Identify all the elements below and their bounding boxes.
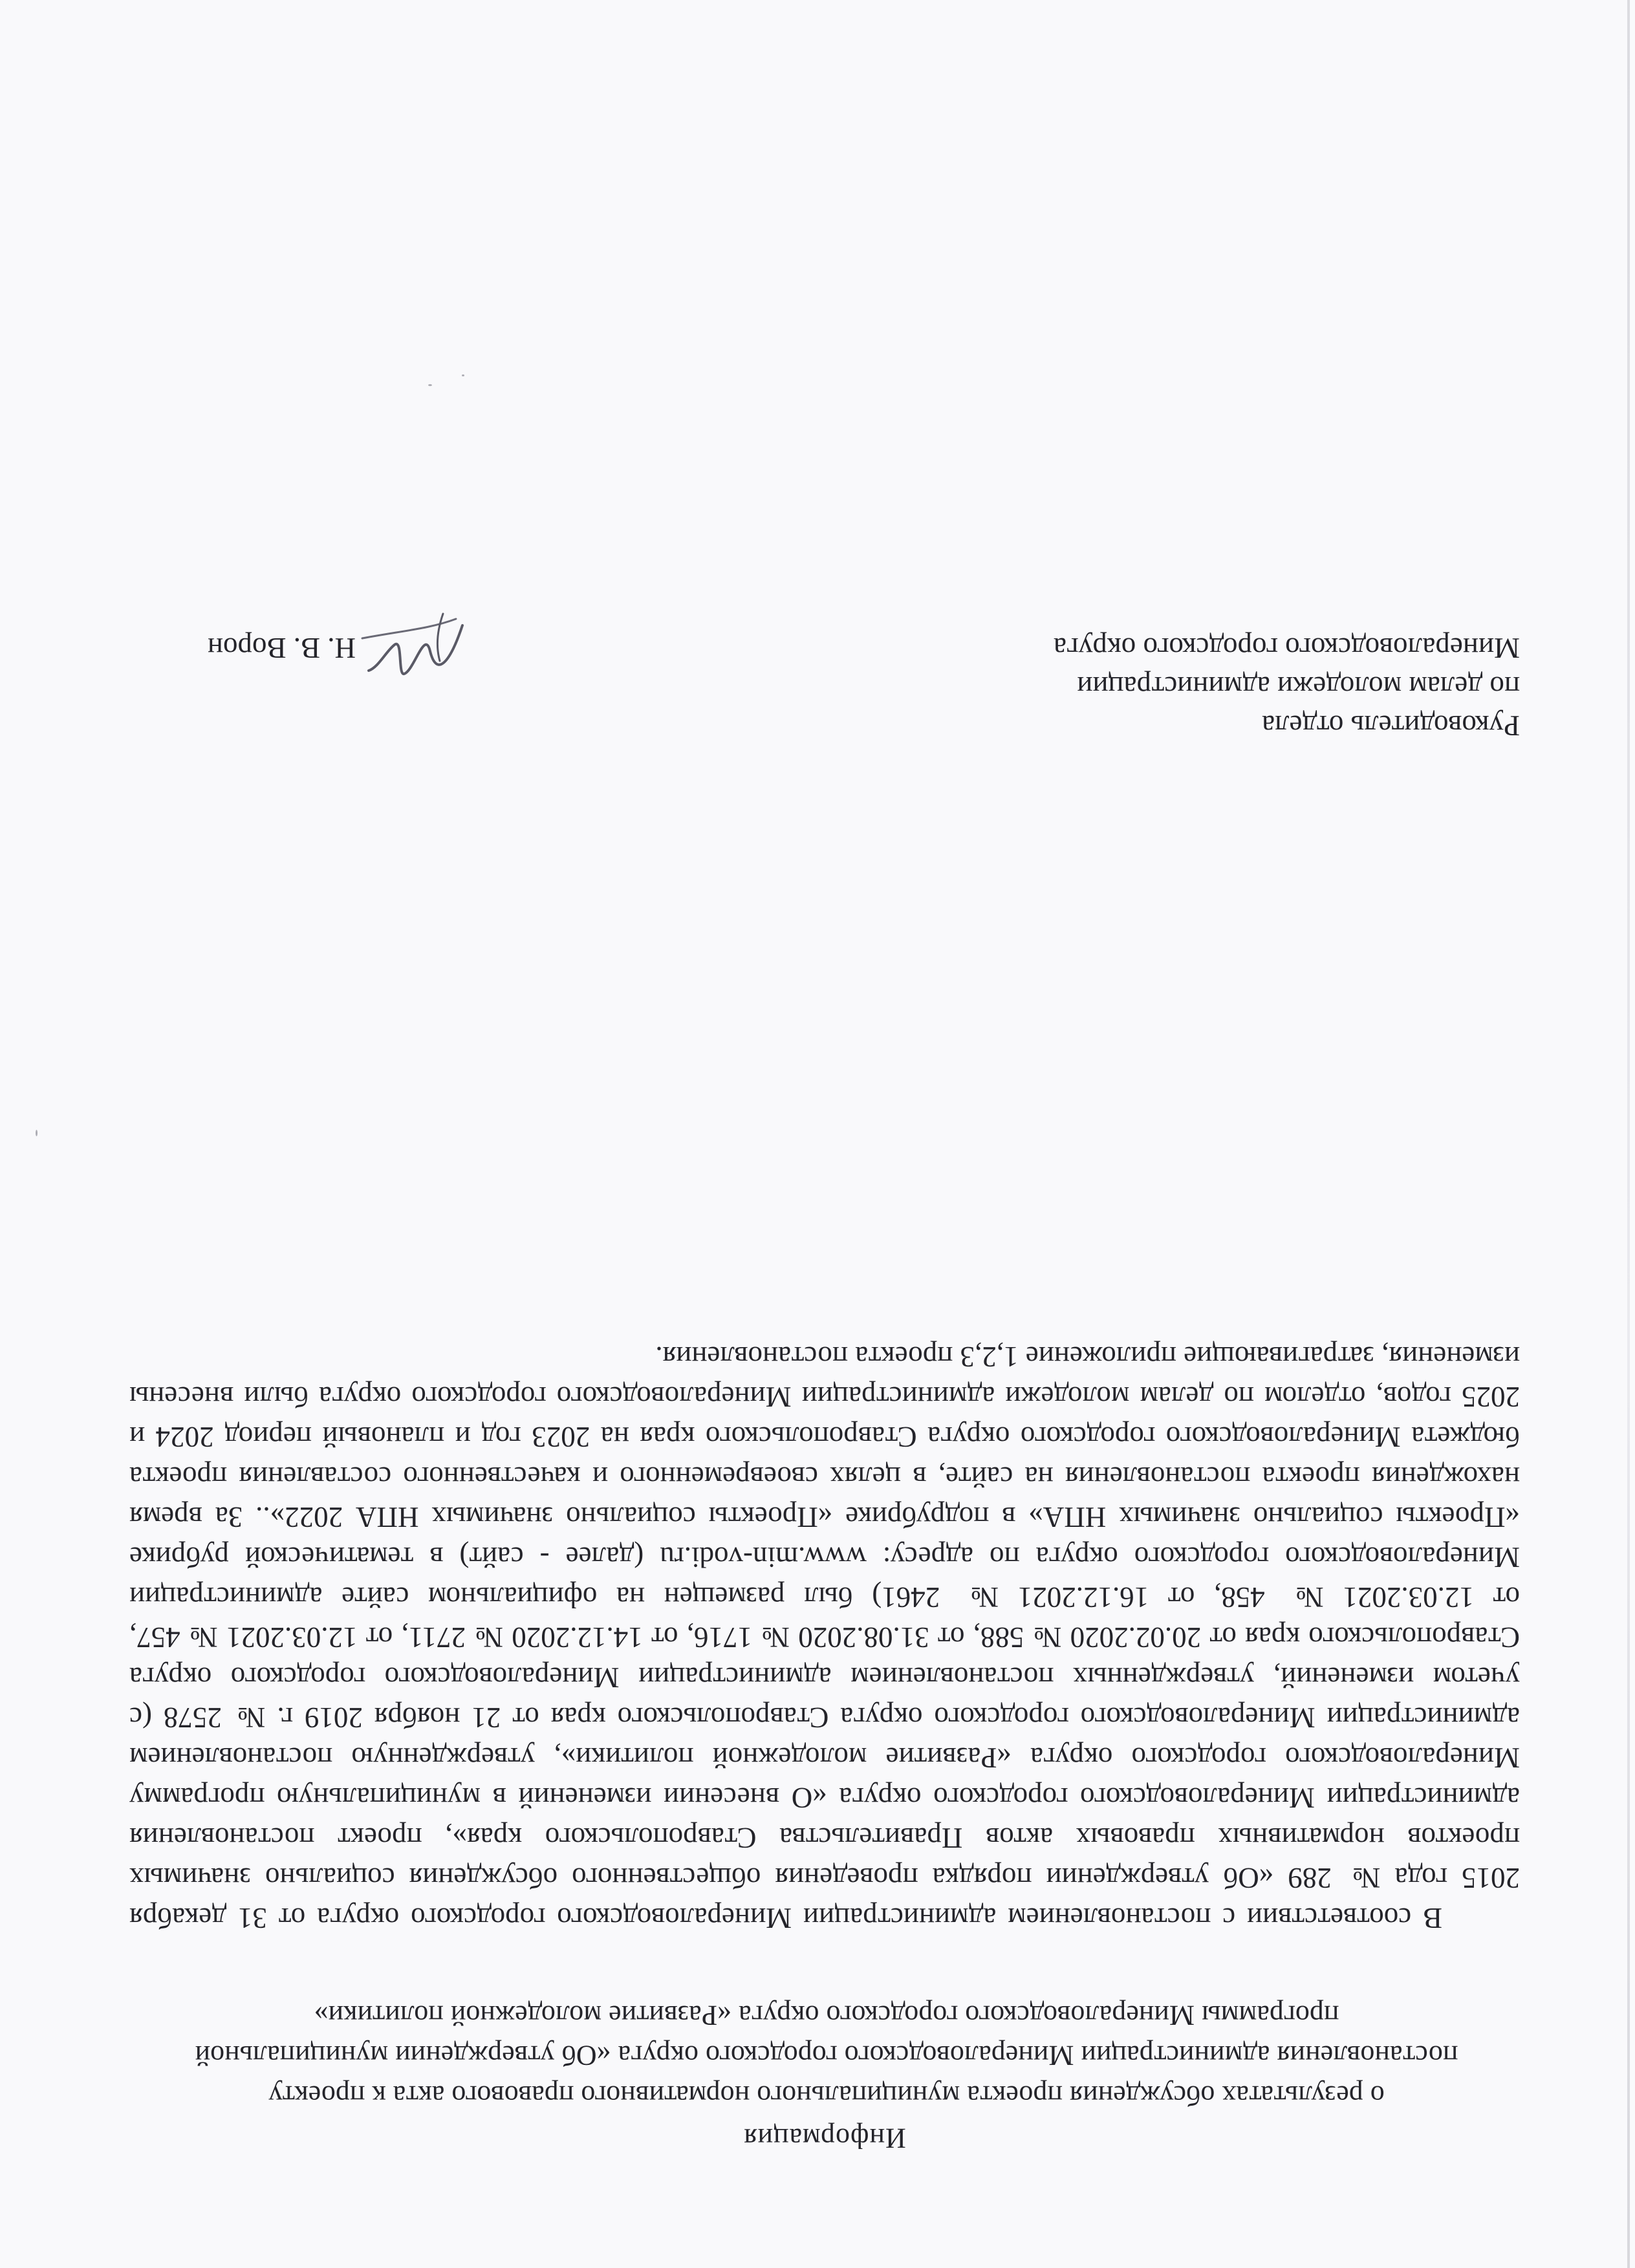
signature-block <box>129 629 1520 745</box>
signatory-name: Н. В. Ворон <box>207 632 356 664</box>
scan-speck <box>36 1130 38 1136</box>
document-subtitle: о результатах обсуждения проекта муниципального нормативного правового акта к проекту постановления администрации Минераловодского городского округа «Об утверждении муниципальной программы Минераловодского городского округа «Развитие молодежной политики» <box>195 2000 1458 2111</box>
handwritten-signature-icon <box>352 606 475 690</box>
body-paragraph: В соответствии с постановлением администрации Минераловодского городского округа от 31 декабря 2015 года № 289 «Об утверждении порядка проведения общественного обсуждения социально значимых проектов нормативных правовых актов Правительства Ставропольского края», проект постановления администрации Минераловодского городского округа «О внесении изменений в муниципальную программу Минераловодского городского округа «Развитие молодежной политики», утвержденную постановлением администрации Минераловодского городского округа Ставропольского края от 21 ноября 2019 г. № 2578 (с учетом изменений, утвержденных постановлением администрации Минераловодского городского округа Ставропольского края от 20.02.2020 № 588, от 31.08.2020 № 1716, от 14.12.2020 № 2711, от 12.03.2021 № 457, от 12.03.2021 № 458, от 16.12.2021 № 2461) был размещен на официальном сайте администрации Минераловодского городского округа по адресу: www.min-vodi.ru (далее - сайт) в тематической рубрике «Проекты социально значимых НПА» в подрубрике «Проекты социально значимых НПА 2022».. За время нахождения проекта постановления на сайте, в целях своевременного и качественного составления проекта бюджета Минераловодского городского округа Ставропольского края на 2023 год и плановый период 2024 и 2025 годов, отделом по делам молодежи администрации Минераловодского городского округа были внесены изменения, затрагивающие приложение 1,2,3 проекта постановления. <box>129 1341 1520 1934</box>
scan-speck <box>428 384 432 386</box>
scan-speck <box>462 374 464 376</box>
scan-edge-shadow <box>1627 0 1630 2268</box>
document-title: Информация <box>743 2122 906 2154</box>
signatory-position: Руководитель отдела по делам молодежи администрации Минераловодского городского округа <box>1054 632 1520 742</box>
document-body <box>129 1337 1520 1938</box>
